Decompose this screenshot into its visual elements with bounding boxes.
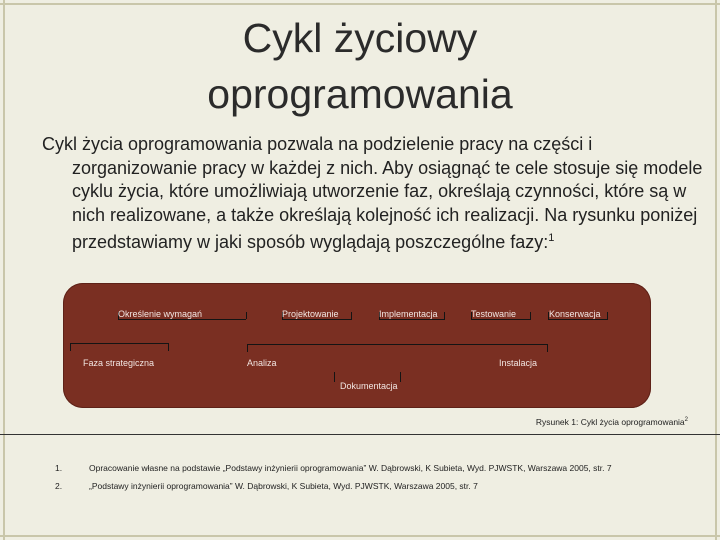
phase-strategic: Faza strategiczna xyxy=(83,358,155,368)
figure-caption xyxy=(480,417,688,427)
footnote-number: 2. xyxy=(55,481,63,491)
bracket-line xyxy=(246,312,247,319)
slide-title-line1: Cykl życiowy xyxy=(242,15,478,61)
bracket-line xyxy=(530,312,531,319)
slide-title xyxy=(0,10,720,122)
phase-analysis: Analiza xyxy=(247,358,277,368)
lifecycle-diagram xyxy=(63,283,651,408)
footnote-item xyxy=(55,462,635,474)
phase-documentation: Dokumentacja xyxy=(340,381,398,391)
phase-design: Projektowanie xyxy=(282,309,339,319)
bracket-line xyxy=(168,343,169,351)
bracket-line xyxy=(334,372,335,382)
bracket-line xyxy=(351,312,352,319)
bracket-line xyxy=(70,343,169,344)
footnotes xyxy=(55,462,635,492)
phase-implementation: Implementacja xyxy=(379,309,438,319)
bracket-line xyxy=(70,343,71,351)
footnote-separator xyxy=(0,434,720,435)
slide-body-text: Cykl życia oprogramowania pozwala na podzielenie pracy na części i zorganizowanie pracy w każdej z nich. Aby osiągnąć te cele stosuje się modele cyklu życia, które umożliwiają utworzenie faz, określają czynności, które są w nich realizowane, a także określają kolejność ich realizacji. Na rysunku poniżej przedstawiamy w jaki sposób wyglądają poszczególne fazy: xyxy=(42,134,703,253)
footnote-number: 1. xyxy=(55,463,63,473)
bracket-line xyxy=(247,344,547,345)
figure-caption-text: Rysunek 1: Cykl życia oprogramowania xyxy=(535,417,685,427)
frame-line-bottom xyxy=(0,535,720,537)
footnote-ref-2: 2 xyxy=(684,417,688,424)
phase-installation: Instalacja xyxy=(499,358,538,368)
phase-maintenance: Konserwacja xyxy=(549,309,601,319)
footnote-text: Opracowanie własne na podstawie „Podstawy inżynierii oprogramowania” W. Dąbrowski, K Subieta, Wyd. PJWSTK, Warszawa 2005, str. 7 xyxy=(89,463,612,473)
footnote-text: „Podstawy inżynierii oprogramowania” W. Dąbrowski, K Subieta, Wyd. PJWSTK, Warszawa 2005, str. 7 xyxy=(89,481,478,491)
bracket-line xyxy=(247,344,248,352)
slide-title-line2: oprogramowania xyxy=(207,71,513,117)
bracket-line xyxy=(444,312,445,319)
frame-line-top xyxy=(0,3,720,5)
footnote-item xyxy=(55,480,635,492)
slide-body xyxy=(42,133,712,255)
bracket-line xyxy=(547,344,548,352)
bracket-line xyxy=(607,312,608,319)
phase-requirements: Określenie wymagań xyxy=(118,309,203,319)
bracket-line xyxy=(400,372,401,382)
footnote-ref-1: 1 xyxy=(548,232,555,245)
phase-testing: Testowanie xyxy=(471,309,517,319)
